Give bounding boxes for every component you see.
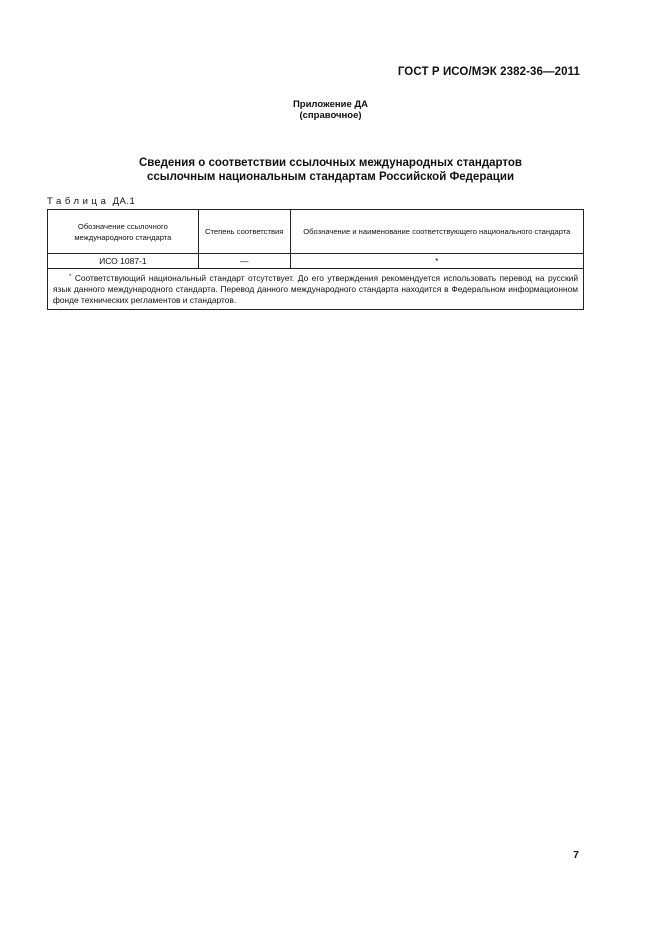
table-caption-id: ДА.1 xyxy=(112,196,136,207)
page-title-line-2: ссылочным национальным стандартам Российской Федерации xyxy=(146,171,515,183)
table-cell-national-standard: * xyxy=(290,254,583,269)
appendix-heading xyxy=(0,99,661,121)
table-footnote xyxy=(48,269,584,310)
footnote-mark: * xyxy=(69,274,72,280)
table-cell-conformity-degree: — xyxy=(198,254,290,269)
reference-standards-table xyxy=(47,209,584,310)
column-header-conformity-degree: Степень соответствия xyxy=(198,210,290,254)
page-title xyxy=(0,156,661,184)
column-header-national-standard: Обозначение и наименование соответствующего национального стандарта xyxy=(290,210,583,254)
table-caption-prefix: Таблица xyxy=(47,196,110,207)
table-row xyxy=(48,254,584,269)
appendix-title: Приложение ДА xyxy=(292,99,369,110)
table-header-row xyxy=(48,210,584,254)
page-number: 7 xyxy=(573,849,579,861)
footnote-text: Соответствующий национальный стандарт отсутствует. До его утверждения рекомендуется использовать перевод на русский язык данного международного стандарта. Перевод данного международного стандарта находится в Федеральном информационном фонде технических регламентов и стандартов. xyxy=(53,273,578,305)
appendix-subtitle: (справочное) xyxy=(299,110,362,121)
page-title-line-1: Сведения о соответствии ссылочных международных стандартов xyxy=(138,157,522,169)
table-cell-international-standard: ИСО 1087-1 xyxy=(48,254,199,269)
document-code: ГОСТ Р ИСО/МЭК 2382-36—2011 xyxy=(397,66,580,78)
table-footnote-row xyxy=(48,269,584,310)
table-caption xyxy=(47,196,135,207)
column-header-international-standard: Обозначение ссылочного международного стандарта xyxy=(48,210,199,254)
